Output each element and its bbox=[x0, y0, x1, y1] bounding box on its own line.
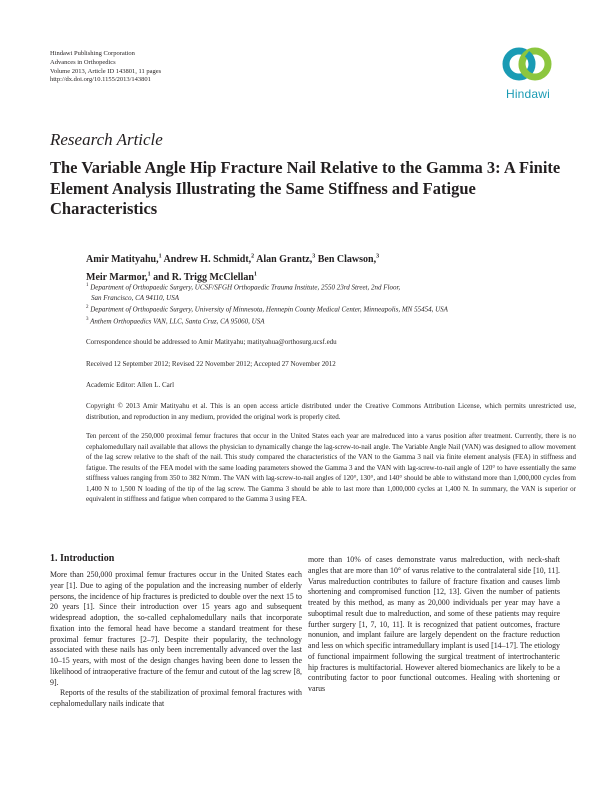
logo-wordmark: Hindawi bbox=[505, 87, 551, 101]
publication-info bbox=[50, 50, 350, 85]
affiliation: $^3$ Anthem Orthopaedics VAN, LLC, Santa Cruz, CA 95060, USA bbox=[86, 317, 265, 326]
author-list bbox=[86, 250, 526, 285]
author: Alan Grantz,$^3$ bbox=[256, 254, 316, 266]
section-heading: 1. Introduction bbox=[50, 553, 115, 564]
abstract: Ten percent of the 250,000 proximal femur fractures that occur in the United States each year are malreduced into a varus position after treatment. Currently, there is no cephalomedullary nail available that allows the physician to dynamically change the lag-screw-to-nail angle. The Variable Angle Nail (VAN) was designed to allow movement of the lag screw relative to the shaft of the nail. This study compared the characteristics of the VAN to the Gamma 3 nail via finite element analysis (FEA) in stiffness and fatigue. The results of the FEA model with the same loading parameters showed the Gamma 3 and the VAN with lag-screw-to-nail angle of 120° to have essentially the same stiffness values ranging from 350 to 382 N/mm. The VAN with lag-screw-to-nail angles of 120°, 130°, and 140° should be able to withstand more than 1,000,000 cycles from 1,400 N to 1,500 N loading of the tip of the lag screw. The Gamma 3 should be able to last more than 1,000,000 cycles at 1,400 N. In summary, the VAN is superior or equivalent in stiffness and fatigue when compared to the Gamma 3 using FEA. bbox=[86, 432, 576, 503]
doi-link[interactable]: http://dx.doi.org/10.1155/2013/143801 bbox=[50, 76, 151, 84]
author: Meir Marmor,$^1$ bbox=[86, 271, 151, 283]
paragraph-segment: More than 250,000 proximal femur fractures occur in the United States each year [1]. Due to aging of the population and the increasing number of elderly persons, the incidence of hip fractures is predicted to double over the next 15 to 20 years [1]. Since their introduction over 15 years ago and subsequent bbox=[50, 570, 302, 612]
publisher-name: Hindawi Publishing Corporation bbox=[50, 50, 135, 57]
affiliation: $^1$ Department of Orthopaedic Surgery, UCSF/SFGH Orthopaedic Trauma Institute, 2550 23rd Street, 2nd Floor, bbox=[86, 283, 401, 292]
article-type: Research Article bbox=[50, 130, 163, 149]
author: and R. Trigg McClellan$^1$ bbox=[153, 271, 257, 283]
author: Andrew H. Schmidt,$^2$ bbox=[163, 254, 255, 266]
body-left-column bbox=[50, 570, 302, 710]
volume-info: Volume 2013, Article ID 143801, 11 pages bbox=[50, 67, 162, 75]
affiliation: $^2$ Department of Orthopaedic Surgery, University of Minnesota, Hennepin County Medical Center, Minneapolis, MN 55454, USA bbox=[86, 305, 448, 314]
correspondence: Correspondence should be addressed to Amir Matityahu; matityahua@orthosurg.ucsf.edu bbox=[86, 338, 337, 346]
paragraph: Reports of the results of the stabilization of proximal femoral fractures with cephalomedullary nails indicate that bbox=[50, 688, 302, 708]
logo-mark-icon bbox=[494, 40, 560, 88]
affiliations bbox=[86, 281, 576, 327]
copyright-notice: Copyright © 2013 Amir Matityahu et al. This is an open access article distributed under the Creative Commons Attribution License, which permits unrestricted use, distribution, and reproduction in any medium, provided the original work is properly cited. bbox=[86, 402, 576, 421]
paragraph: more than 10% of cases demonstrate varus malreduction, with neck-shaft angles that are more than 10° of varus relative to the contralateral side [10, 11]. Varus malreduction contributes to failure of fracture fixation and causes limb shortening and compromised function [12, 13]. Given the number of patients treated by this method, as many as 20,000 individuals per year may have a suboptimal result due to malreduction, and some of these patients may require further surgery [1, 7, 10, 11]. It is recognized that patient outcomes, fracture nonunion, and implant failure are largely dependent on the fracture reduction and less on which specific intramedullary implant is used [14–17]. The etiology of functional impairment following the surgical treatment of intertrochanteric hip fractures is multifactorial. However altered biomechanics are likely to be a contributing factor to poor functional outcomes. Healing with shortening or varus bbox=[308, 555, 560, 693]
paragraph-segment: nails has only been incrementally advanced over the last 10–15 years, with most of the design changes having been done to lessen the likelihood of intraoperative fracture of the femur and cutout of the lag screw [8, 9]. bbox=[50, 645, 302, 687]
author: Amir Matityahu,$^1$ bbox=[86, 254, 162, 266]
paragraph-segment: widespread adoption, the so-called cephalomedullary nails that incorporate fixation into the femoral head have become a standard treatment for these proximal femur fractures [2–7]. Despite their popularity, the technology associated with these bbox=[50, 613, 302, 655]
body-right-column bbox=[308, 555, 560, 695]
journal-name: Advances in Orthopedics bbox=[50, 58, 116, 66]
affiliation-continuation: San Francisco, CA 94110, USA bbox=[91, 293, 180, 302]
submission-dates: Received 12 September 2012; Revised 22 November 2012; Accepted 27 November 2012 bbox=[86, 360, 336, 368]
academic-editor: Academic Editor: Allen L. Carl bbox=[86, 381, 175, 389]
paragraph bbox=[50, 570, 302, 688]
author: Ben Clawson,$^3$ bbox=[317, 254, 380, 266]
article-title: The Variable Angle Hip Fracture Nail Relative to the Gamma 3: A Finite Element Analysis Illustrating the Same Stiffness and Fatigue Characteristics bbox=[50, 158, 561, 218]
hindawi-logo bbox=[494, 40, 560, 106]
